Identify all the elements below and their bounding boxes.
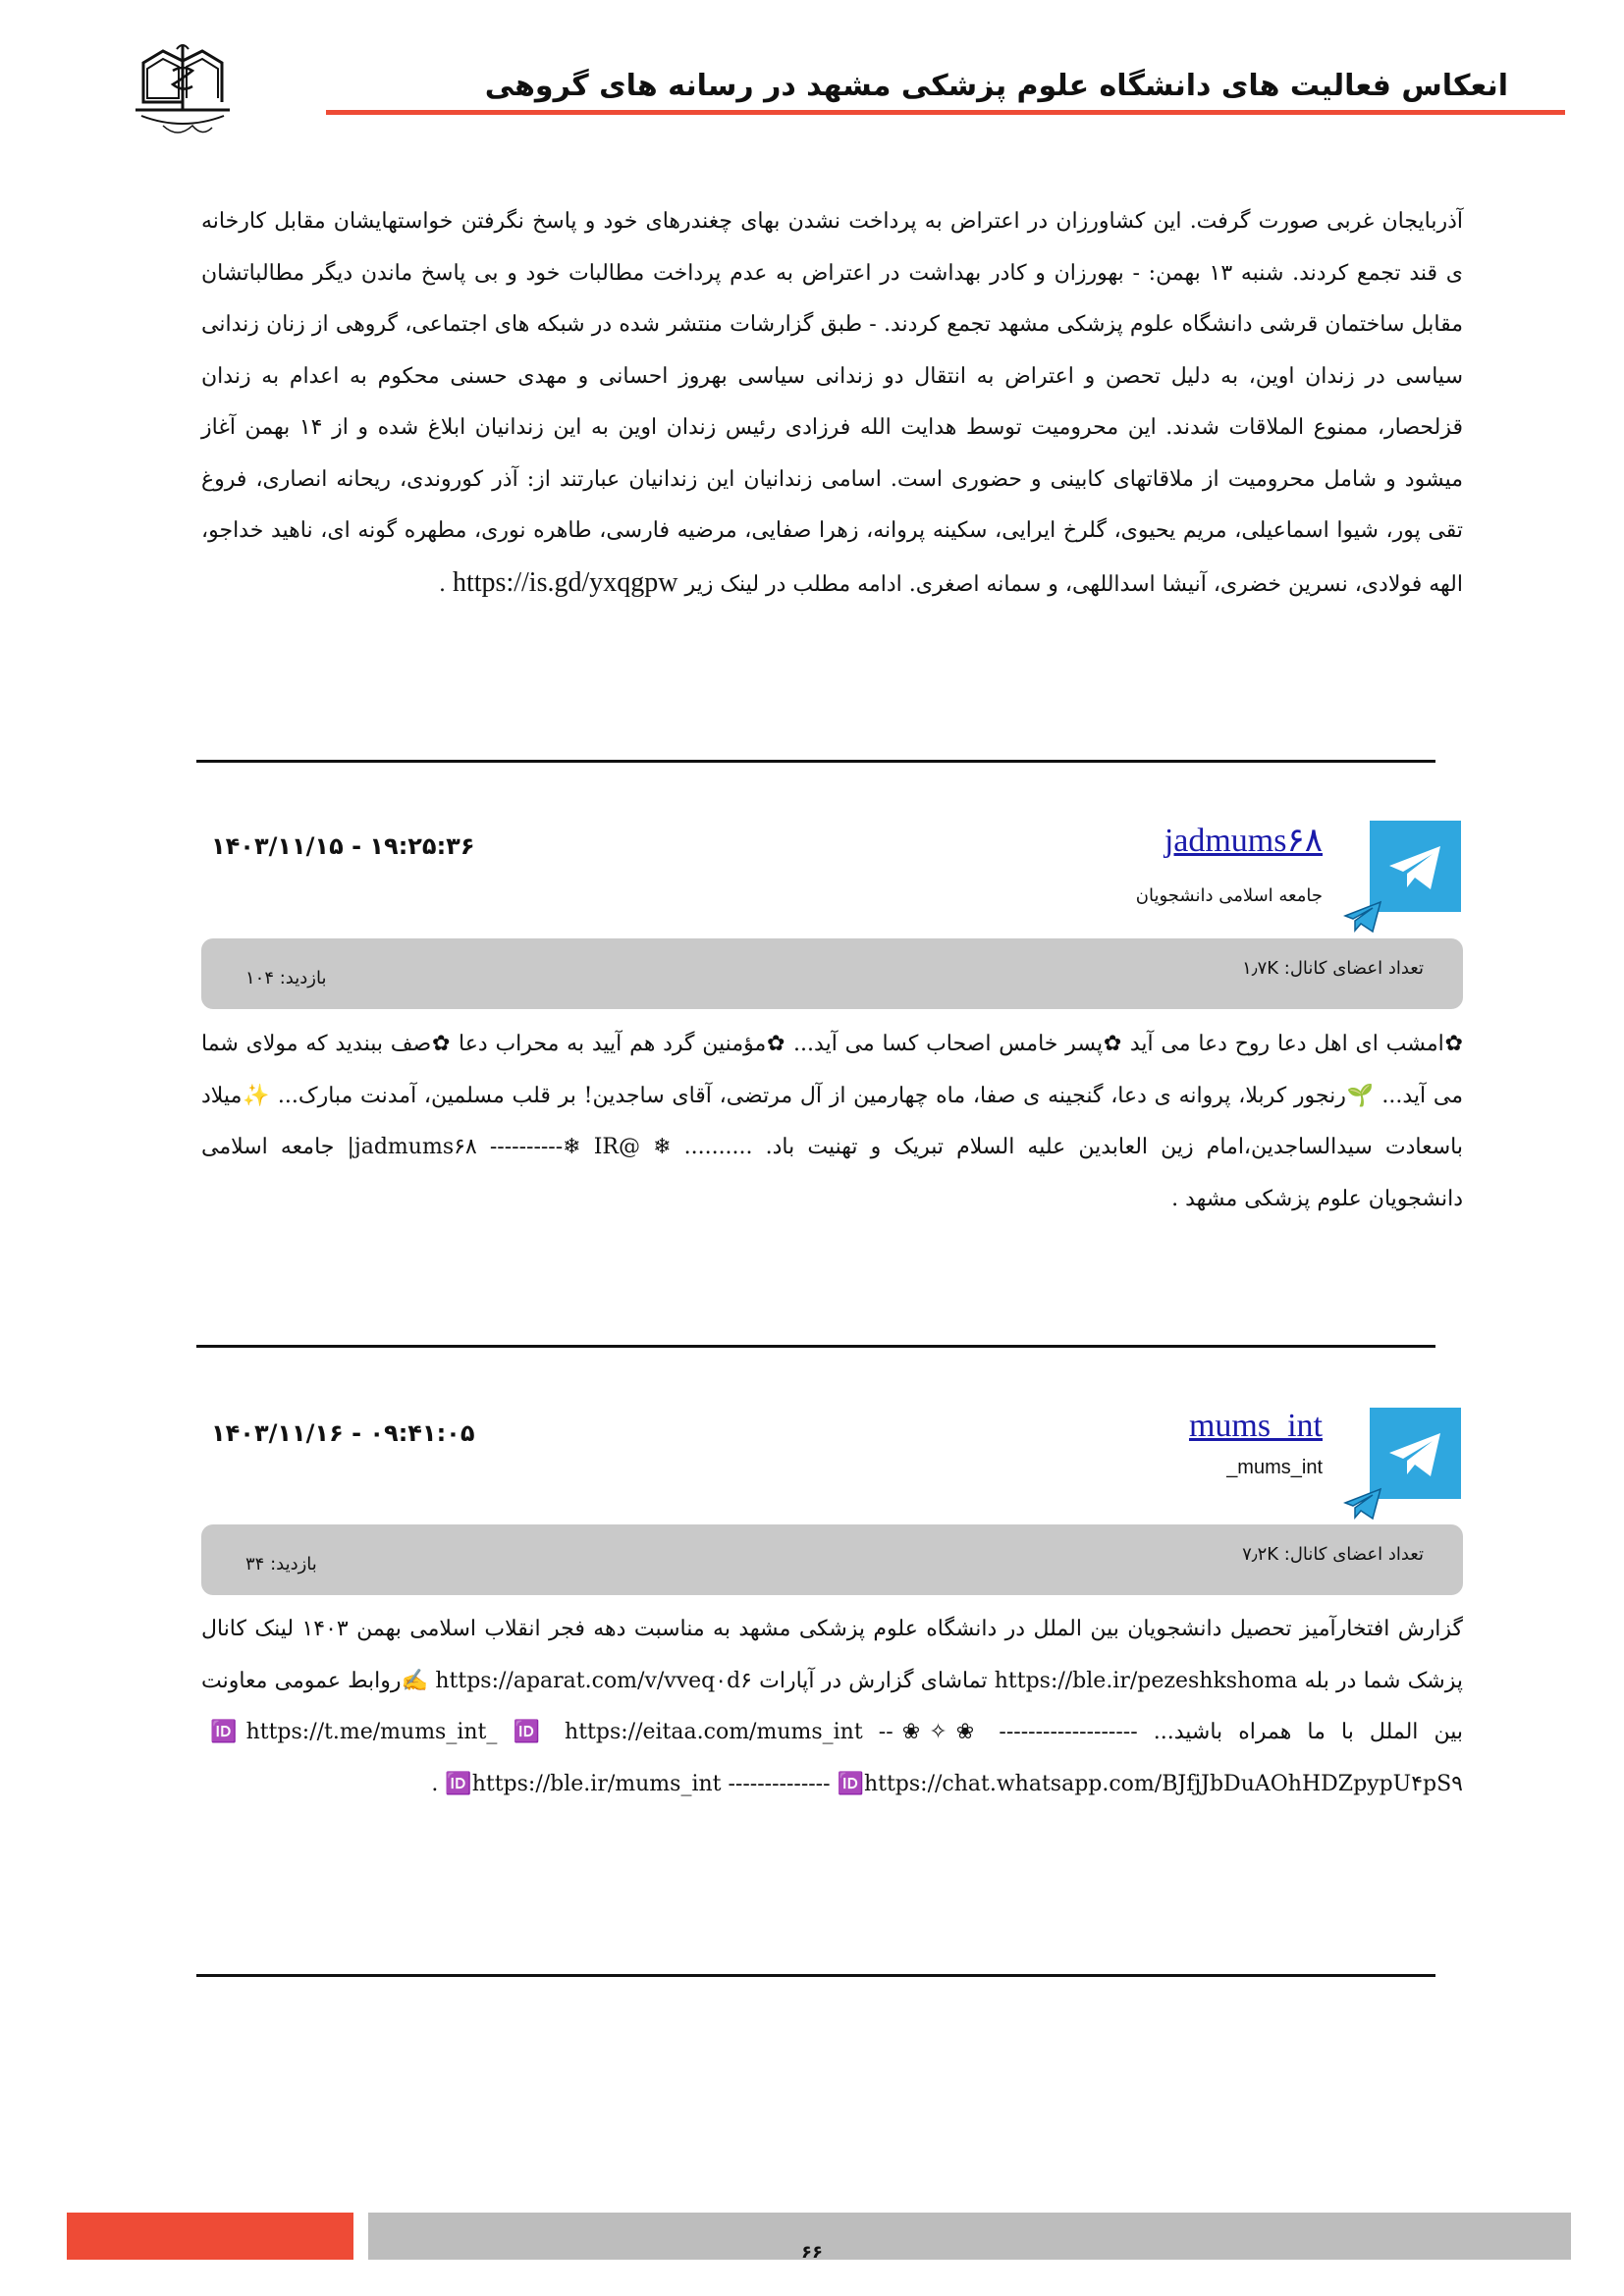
document-title: انعکاس فعالیت های دانشگاه علوم پزشکی مشهد در رسانه های گروهی	[484, 69, 1508, 103]
channel-handle-link[interactable]: mums_int	[1188, 1408, 1323, 1444]
section-divider	[196, 1345, 1435, 1348]
page-number: ۶۶	[801, 2242, 823, 2263]
post-datetime: ۱۴۰۳/۱۱/۱۶ - ۰۹:۴۱:۰۵	[211, 1419, 475, 1447]
telegram-mini-icon	[1343, 900, 1382, 934]
intro-end: .	[439, 571, 446, 597]
post-text: گزارش افتخارآمیز تحصیل دانشجویان بین الملل در دانشگاه علوم پزشکی مشهد به مناسبت دهه فجر انقلاب اسلامی بهمن ۱۴۰۳ لینک کانال پزشک شما در بله https://ble.ir/pezeshkshoma تماشای گزارش در آپارات https://aparat.com/v/vveq۰d۶ ✍روابط عمومی معاونت بین الملل با ما همراه باشید... ------------------- ❀✧❀-- 🆔https://t.me/mums_int_ 🆔 https://eitaa.com/mums_int 🆔https://ble.ir/mums_int -------------- 🆔https://chat.whatsapp.com/BJfjJbDuAOhHDZpypU۴pS۹ .	[201, 1617, 1463, 1796]
channel-members: تعداد اعضای کانال: ۷٫۲K	[1242, 1544, 1424, 1565]
post-stats-bar	[201, 1524, 1463, 1595]
page-header	[118, 39, 1571, 167]
channel-members: تعداد اعضای کانال: ۱٫۷K	[1242, 958, 1424, 979]
university-logo	[124, 41, 251, 159]
section-divider	[196, 1974, 1435, 1977]
telegram-mini-icon	[1343, 1487, 1382, 1521]
channel-name: _mums_int	[1226, 1457, 1323, 1478]
header-accent-line	[326, 110, 1565, 115]
post-datetime: ۱۴۰۳/۱۱/۱۵ - ۱۹:۲۵:۳۶	[211, 832, 475, 860]
intro-link[interactable]: https://is.gd/yxqgpw	[453, 566, 678, 598]
telegram-icon	[1370, 1408, 1461, 1499]
section-divider	[196, 760, 1435, 763]
intro-paragraph	[201, 196, 1463, 611]
post-views: بازدید: ۳۴	[245, 1554, 317, 1575]
telegram-icon	[1370, 821, 1461, 912]
channel-name: جامعه اسلامی دانشجویان	[1135, 885, 1323, 906]
post-views: بازدید: ۱۰۴	[245, 968, 327, 988]
intro-text: آذربایجان غربی صورت گرفت. این کشاورزان در اعتراض به پرداخت نشدن بهای چغندرهای خود و پاسخ نگرفتن خواستهایشان مقابل کارخانه ی قند تجمع کردند. شنبه ۱۳ بهمن: - بهورزان و کادر بهداشت در اعتراض به عدم پرداخت مطالبات خود و بی پاسخ ماندن دیگر مطالباتشان مقابل ساختمان قرشی دانشگاه علوم پزشکی مشهد تجمع کردند. - طبق گزارشات منتشر شده در شبکه های اجتماعی، گروهی از زنان زندانی سیاسی در زندان اوین، به دلیل تحصن و اعتراض به انتقال دو زندانی سیاسی بهروز احسانی و مهدی حسنی محکوم به اعدام به زندان قزلحصار، ممنوع الملاقات شدند. این محرومیت توسط هدایت الله فرزادی رئیس زندان اوین به این زندانیان ابلاغ شده و از ۱۴ بهمن آغاز میشود و شامل محرومیت از ملاقاتهای کابینی و حضوری است. اسامی زندانیان این زندانیان عبارتند از: آذر کوروندی، ریحانه انصاری، فروغ تقی پور، شیوا اسماعیلی، مریم یحیوی، گلرخ ایرایی، سکینه پروانه، زهرا صفایی، مرضیه فارسی، طاهره نوری، مطهره گونه ای، ناهید خداجو، الهه فولادی، نسرین خضری، آنیشا اسداللهی، و سمانه اصغری. ادامه مطلب در لینک زیر	[201, 209, 1463, 597]
post-text: ✿امشب ای اهل دعا روح دعا می آید ✿پسر خامس اصحاب کسا می آید... ✿مؤمنین گرد هم آیید به محراب دعا ✿صف ببندید که مولای شما می آید... 🌱رنجور کربلا، پروانه ی دعا، گنجینه ی صفا، ماه چهارمین از آل مرتضی، آقای ساجدین! بر قلب مسلمین، آمدنت مبارک... ✨میلاد باسعادت سیدالساجدین،امام زین العابدین علیه السلام تبریک و تهنیت باد. .......... ❄ @jadmums۶۸ ----------❄ IR| جامعه اسلامی دانشجویان علوم پزشکی مشهد .	[201, 1032, 1463, 1211]
post-stats-bar	[201, 938, 1463, 1009]
channel-handle-link[interactable]: jadmums۶۸	[1164, 823, 1323, 859]
